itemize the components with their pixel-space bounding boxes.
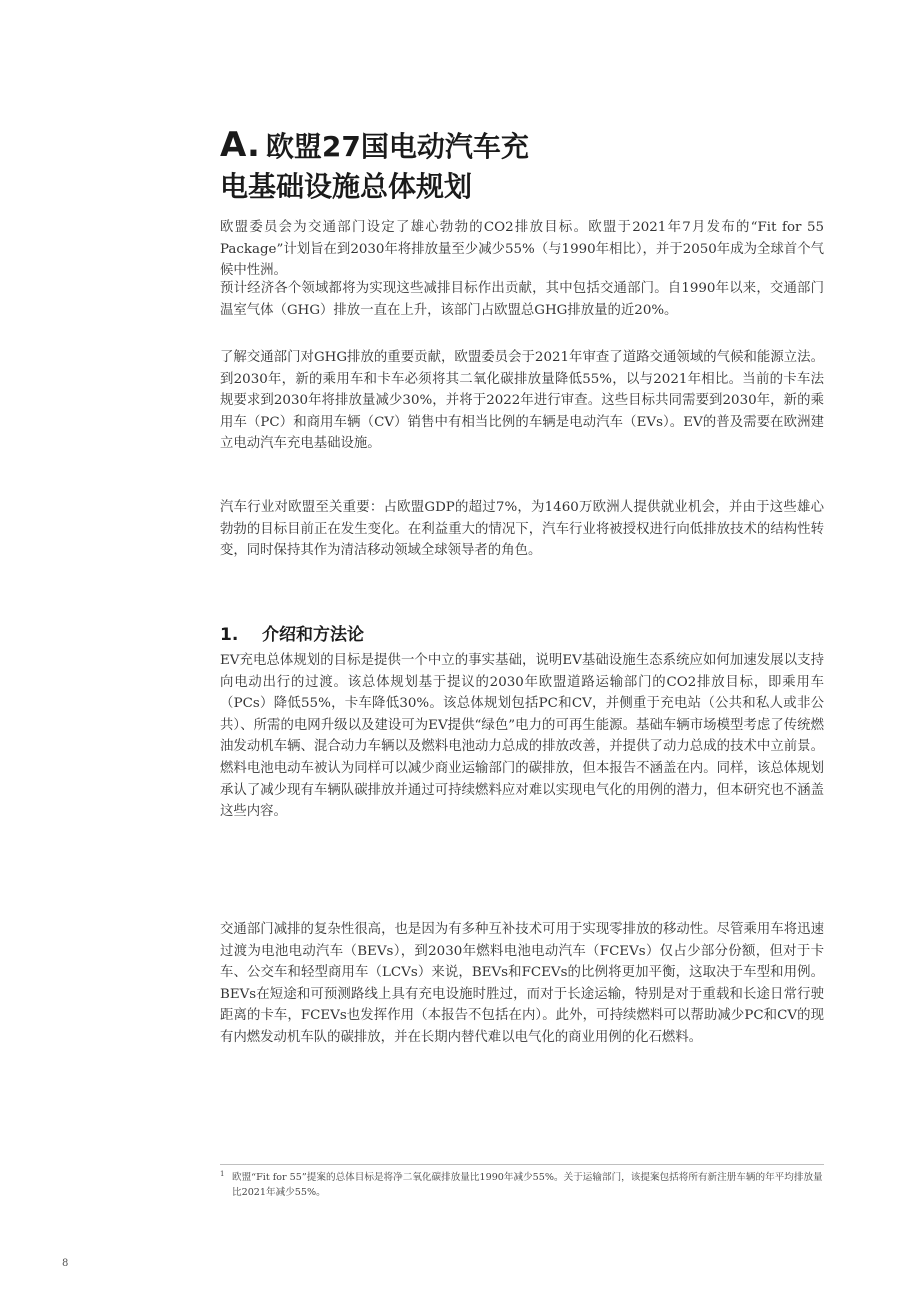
section-paragraph-1: EV充电总体规划的目标是提供一个中立的事实基础，说明EV基础设施生态系统应如何加速发展以支持向电动出行的过渡。该总体规划基于提议的2030年欧盟道路运输部门的CO2排放目标，即乘用车（PCs）降低55%，卡车降低30%。该总体规划包括PC和CV，并侧重于充电站（公共和私人或非公共）、所需的电网升级以及建设可为EV提供“绿色”电力的可再生能源。基础车辆市场模型考虑了传统燃油发动机车辆、混合动力车辆以及燃料电池动力总成的排放改善，并提供了动力总成的技术中立前景。燃料电池电动车被认为同样可以减少商业运输部门的碳排放，但本报告不涵盖在内。同样，该总体规划承认了减少现有车辆队碳排放并通过可持续燃料应对难以实现电气化的用例的潜力，但本研究也不涵盖这些内容。 [220, 653, 824, 820]
page-title [220, 125, 780, 207]
footnote-divider [220, 1164, 824, 1165]
title-line-1: 欧盟27国电动汽车充 [265, 129, 529, 163]
title-line-2: 电基础设施总体规划 [220, 169, 473, 203]
intro-paragraph-2: 预计经济各个领域都将为实现这些减排目标作出贡献，其中包括交通部门。自1990年以来，交通部门温室气体（GHG）排放一直在上升，该部门占欧盟总GHG排放量的近20%。 [220, 281, 824, 318]
intro-paragraph-3: 了解交通部门对GHG排放的重要贡献，欧盟委员会于2021年审查了道路交通领域的气候和能源立法。到2030年，新的乘用车和卡车必须将其二氧化碳排放量降低55%，以与2021年相比。当前的卡车法规要求到2030年将排放量减少30%，并将于2022年进行审查。这些目标共同需要到2030年，新的乘用车（PC）和商用车辆（CV）销售中有相当比例的车辆是电动汽车（EVs）。EV的普及需要在欧洲建立电动汽车充电基础设施。 [220, 350, 824, 452]
section-title: 介绍和方法论 [262, 625, 364, 645]
footnote [220, 1170, 824, 1200]
footnote-text: 欧盟“Fit for 55”提案的总体目标是将净二氧化碳排放量比1990年减少55%。关于运输部门，该提案包括将所有新注册车辆的年平均排放量比2021年减少55%。 [232, 1172, 823, 1198]
section-heading [220, 620, 824, 645]
intro-paragraph-4: 汽车行业对欧盟至关重要：占欧盟GDP的超过7%，为1460万欧洲人提供就业机会，并由于这些雄心勃勃的目标目前正在发生变化。在利益重大的情况下，汽车行业将被授权进行向低排放技术的结构性转变，同时保持其作为清洁移动领域全球领导者的角色。 [220, 500, 824, 559]
footnote-mark: 1 [220, 1170, 225, 1178]
page-number: 8 [62, 1258, 69, 1269]
title-section-letter: A. [220, 124, 260, 165]
section-paragraph-2: 交通部门减排的复杂性很高，也是因为有多种互补技术可用于实现零排放的移动性。尽管乘用车将迅速过渡为电池电动汽车（BEVs），到2030年燃料电池电动汽车（FCEVs）仅占少部分份额，但对于卡车、公交车和轻型商用车（LCVs）来说，BEVs和FCEVs的比例将更加平衡，这取决于车型和用例。BEVs在短途和可预测路线上具有充电设施时胜过，而对于长途运输，特别是对于重载和长途日常行驶距离的卡车，FCEVs也发挥作用（本报告不包括在内）。此外，可持续燃料可以帮助减少PC和CV的现有内燃发动机车队的碳排放，并在长期内替代难以电气化的商业用例的化石燃料。 [220, 922, 824, 1045]
intro-paragraph-1: 欧盟委员会为交通部门设定了雄心勃勃的CO2排放目标。欧盟于2021年7月发布的“Fit for 55 Package”计划旨在到2030年将排放量至少减少55%（与1990年相比），并于2050年成为全球首个气候中性洲。 [220, 220, 824, 279]
section-number: 1. [220, 625, 239, 645]
